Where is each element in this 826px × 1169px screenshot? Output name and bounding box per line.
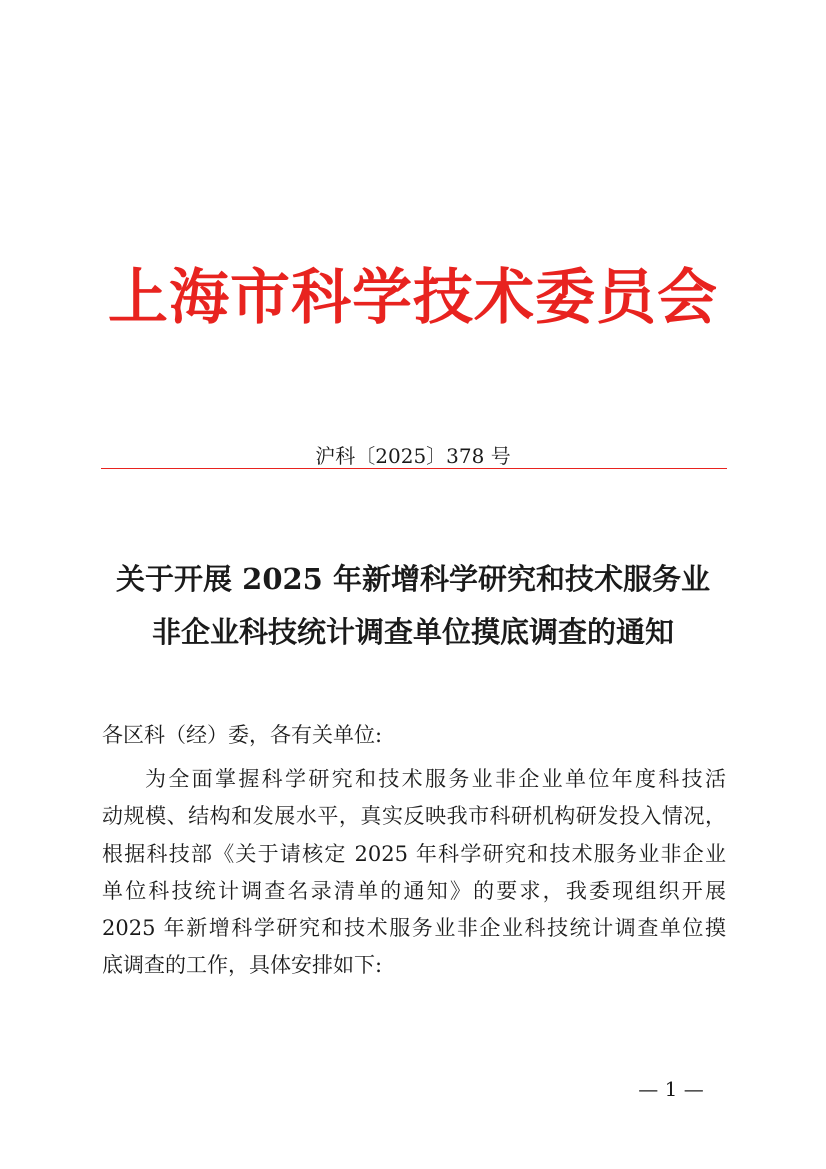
salutation: 各区科（经）委，各有关单位:	[102, 723, 383, 747]
body-paragraph	[102, 761, 726, 985]
issuing-organization-title: 上海市科学技术委员会	[108, 263, 718, 333]
document-number: 沪科〔2025〕378 号	[315, 444, 511, 468]
notice-title	[0, 553, 826, 659]
notice-title-line-2: 非企业科技统计调查单位摸底调查的通知	[151, 615, 674, 649]
body-line-5: 2025 年新增科学研究和技术服务业非企业科技统计调查单位摸	[102, 916, 726, 941]
red-separator-line	[101, 468, 727, 469]
notice-title-line-1: 关于开展 2025 年新增科学研究和技术服务业	[116, 562, 710, 596]
body-line-1: 为全面掌握科学研究和技术服务业非企业单位年度科技活	[145, 767, 726, 791]
body-line-2: 动规模、结构和发展水平，真实反映我市科研机构研发投入情况，	[102, 804, 726, 829]
body-line-3: 根据科技部《关于请核定 2025 年科学研究和技术服务业非企业	[102, 841, 726, 866]
page-number: — 1 —	[638, 1077, 704, 1101]
body-line-6: 底调查的工作，具体安排如下:	[102, 953, 383, 978]
body-line-4: 单位科技统计调查名录清单的通知》的要求，我委现组织开展	[102, 878, 726, 903]
